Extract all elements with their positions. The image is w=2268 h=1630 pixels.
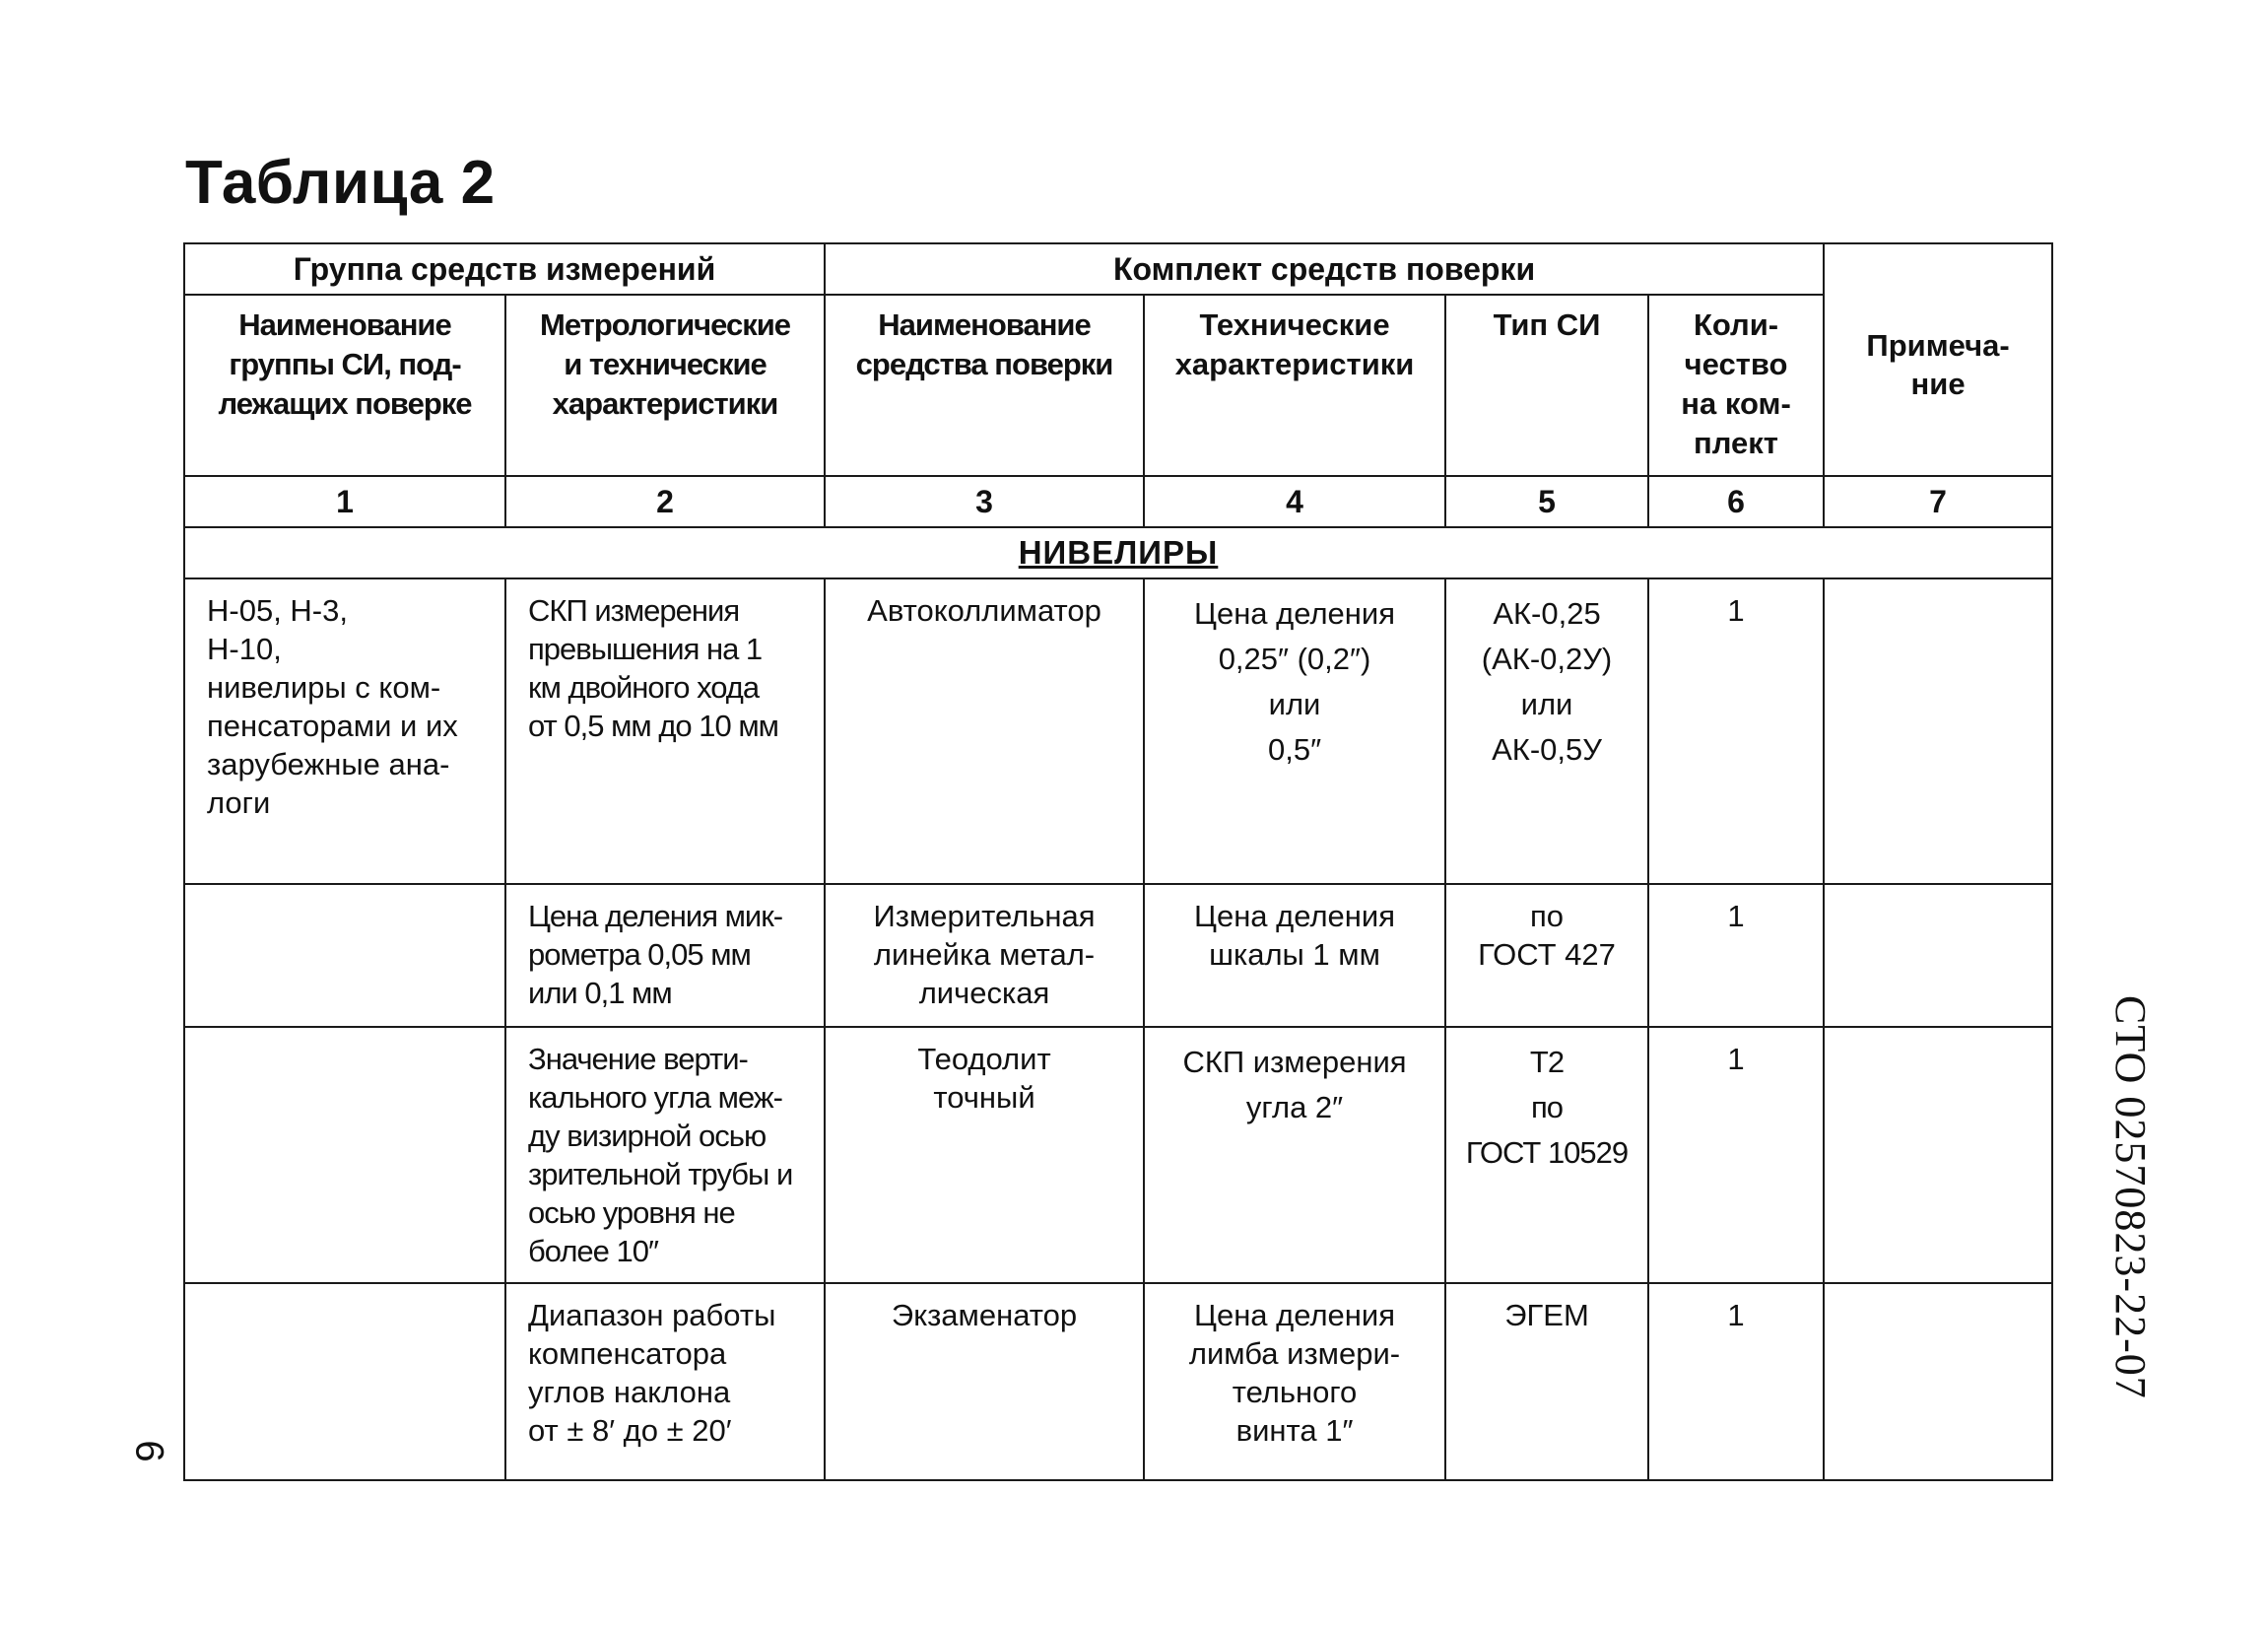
quantity-cell: 1: [1648, 884, 1824, 1027]
tech-characteristics-cell: Цена деления лимба измери- тельного винта 1″: [1144, 1283, 1445, 1480]
page-number: 6: [127, 1440, 171, 1462]
column-header-7: Примеча- ние: [1824, 243, 2052, 476]
characteristics-cell: Цена деления мик- рометра 0,05 мм или 0,1 мм: [505, 884, 825, 1027]
column-header-6: Коли- чество на ком- плект: [1648, 295, 1824, 476]
si-group-cell: Н-05, Н-3, Н-10, нивелиры с ком- пенсаторами и их зарубежные ана- логи: [184, 578, 505, 884]
si-type-cell: Т2 по ГОСТ 10529: [1445, 1027, 1648, 1283]
characteristics-cell: Диапазон работы компенсатора углов наклона от ± 8′ до ± 20′: [505, 1283, 825, 1480]
column-number: 5: [1445, 476, 1648, 527]
si-group-cell: [184, 1027, 505, 1283]
column-header-1: Наименование группы СИ, под- лежащих поверке: [184, 295, 505, 476]
tech-characteristics-cell: Цена деления 0,25″ (0,2″) или 0,5″: [1144, 578, 1445, 884]
note-cell: [1824, 578, 2052, 884]
tech-characteristics-cell: Цена деления шкалы 1 мм: [1144, 884, 1445, 1027]
si-type-cell: по ГОСТ 427: [1445, 884, 1648, 1027]
verification-tool-cell: Автоколлиматор: [825, 578, 1144, 884]
column-number-row: [184, 476, 2052, 527]
si-group-cell: [184, 1283, 505, 1480]
column-number: 6: [1648, 476, 1824, 527]
column-number: 2: [505, 476, 825, 527]
table-row: [184, 1027, 2052, 1283]
section-row: [184, 527, 2052, 578]
group-measurement-header: Группа средств измерений: [184, 243, 825, 295]
si-type-cell: АК-0,25 (АК-0,2У) или АК-0,5У: [1445, 578, 1648, 884]
column-header-5: Тип СИ: [1445, 295, 1648, 476]
note-cell: [1824, 884, 2052, 1027]
tech-characteristics-cell: СКП измерения угла 2″: [1144, 1027, 1445, 1283]
verification-tool-cell: Экзаменатор: [825, 1283, 1144, 1480]
column-header-2: Метрологические и технические характеристики: [505, 295, 825, 476]
column-number: 1: [184, 476, 505, 527]
quantity-cell: 1: [1648, 1027, 1824, 1283]
si-type-cell: ЭГЕМ: [1445, 1283, 1648, 1480]
note-cell: [1824, 1027, 2052, 1283]
verification-tool-cell: Измерительная линейка метал- лическая: [825, 884, 1144, 1027]
column-number: 3: [825, 476, 1144, 527]
page-title: Таблица 2: [185, 149, 496, 217]
characteristics-cell: Значение верти- кального угла меж- ду визирной осью зрительной трубы и осью уровня не более 10″: [505, 1027, 825, 1283]
verification-tool-cell: Теодолит точный: [825, 1027, 1144, 1283]
column-header-3: Наименование средства поверки: [825, 295, 1144, 476]
table-row: [184, 1283, 2052, 1480]
group-verification-header: Комплект средств поверки: [825, 243, 1824, 295]
column-number: 7: [1824, 476, 2052, 527]
group-header-row: [184, 243, 2052, 295]
section-heading: [184, 527, 2052, 578]
column-header-row: [184, 295, 2052, 476]
section-title: НИВЕЛИРЫ: [1018, 534, 1219, 571]
document-code: СТО 02570823-22-07: [2106, 995, 2155, 1399]
note-cell: [1824, 1283, 2052, 1480]
quantity-cell: 1: [1648, 1283, 1824, 1480]
table-row: [184, 578, 2052, 884]
column-header-4: Технические характеристики: [1144, 295, 1445, 476]
si-group-cell: [184, 884, 505, 1027]
verification-table: [183, 242, 2053, 1481]
column-number: 4: [1144, 476, 1445, 527]
quantity-cell: 1: [1648, 578, 1824, 884]
table-row: [184, 884, 2052, 1027]
characteristics-cell: СКП измерения превышения на 1 км двойного хода от 0,5 мм до 10 мм: [505, 578, 825, 884]
